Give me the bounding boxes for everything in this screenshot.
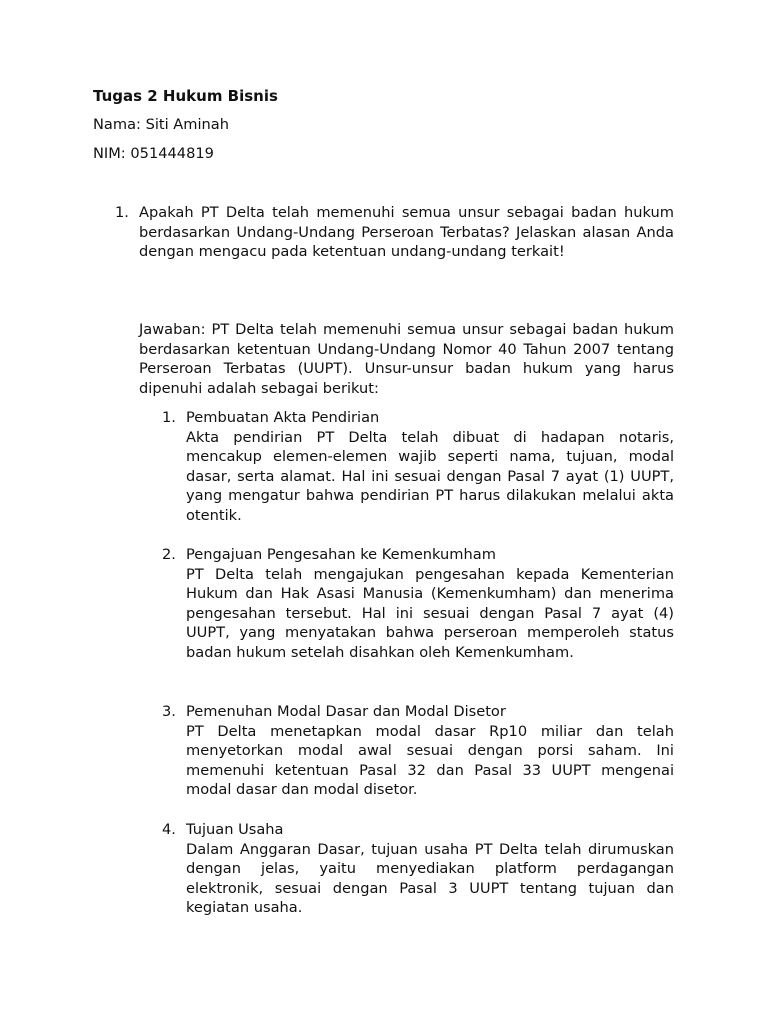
answer-item-title: Pembuatan Akta Pendirian <box>186 409 380 426</box>
answer-item-number: 1. <box>162 409 176 426</box>
answer-item-title: Tujuan Usaha <box>186 821 284 838</box>
answer-item-number: 2. <box>162 546 176 563</box>
student-nim: NIM: 051444819 <box>93 145 214 162</box>
question-number: 1. <box>115 204 129 221</box>
answer-item-number: 3. <box>162 703 176 720</box>
answer-item-title: Pengajuan Pengesahan ke Kemenkumham <box>186 546 496 563</box>
document-title: Tugas 2 Hukum Bisnis <box>93 87 278 105</box>
answer-item-body: PT Delta telah mengajukan pengesahan kepada Kementerian Hukum dan Hak Asasi Manusia (Kemenkumham) dan menerima pengesahan tersebut. Hal ini sesuai dengan Pasal 7 ayat (4) UUPT, yang menyatakan bahwa perseroan memperoleh status badan hukum setelah disahkan oleh Kemenkumham. <box>186 565 674 661</box>
question-text: Apakah PT Delta telah memenuhi semua unsur sebagai badan hukum berdasarkan Undang-Undang Perseroan Terbatas? Jelaskan alasan Anda dengan mengacu pada ketentuan undang-undang terkait! <box>139 204 674 261</box>
answer-item-body: Dalam Anggaran Dasar, tujuan usaha PT Delta telah dirumuskan dengan jelas, yaitu menyediakan platform perdagangan elektronik, sesuai dengan Pasal 3 UUPT tentang tujuan dan kegiatan usaha. <box>186 840 674 917</box>
answer-item-title: Pemenuhan Modal Dasar dan Modal Disetor <box>186 703 506 720</box>
answer-intro: Jawaban: PT Delta telah memenuhi semua unsur sebagai badan hukum berdasarkan ketentuan Undang-Undang Nomor 40 Tahun 2007 tentang Perseroan Terbatas (UUPT). Unsur-unsur badan hukum yang harus dipenuhi adalah sebagai berikut: <box>139 321 674 397</box>
answer-item-number: 4. <box>162 821 176 838</box>
student-name: Nama: Siti Aminah <box>93 116 230 133</box>
answer-item-body: Akta pendirian PT Delta telah dibuat di hadapan notaris, mencakup elemen-elemen wajib seperti nama, tujuan, modal dasar, serta alamat. Hal ini sesuai dengan Pasal 7 ayat (1) UUPT, yang mengatur bahwa pendirian PT harus dilakukan melalui akta otentik. <box>186 428 674 524</box>
answer-item-body: PT Delta menetapkan modal dasar Rp10 miliar dan telah menyetorkan modal awal sesuai dengan porsi saham. Ini memenuhi ketentuan Pasal 32 dan Pasal 33 UUPT mengenai modal dasar dan modal disetor. <box>186 722 674 799</box>
